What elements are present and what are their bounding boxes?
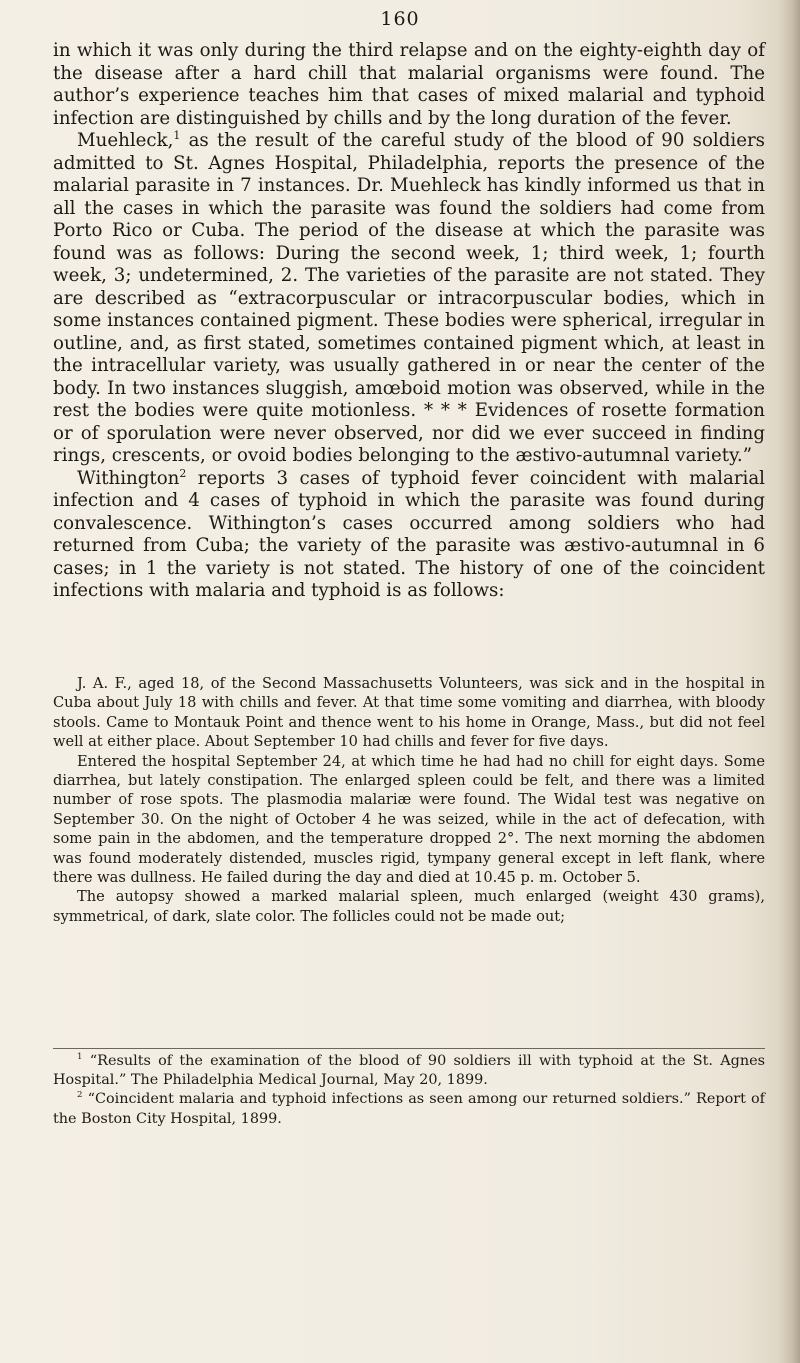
paragraph-body: reports 3 cases of typhoid fever coincident with malarial infection and 4 cases of typhoid in which the parasite was found during convalescence. Withington’s cases occurred among soldiers who had returned from Cuba; the variety of the parasite was æstivo-autumnal in 6 cases; in 1 the variety is not stated. The history of one of the coincident infections with malaria and typhoid is as follows: xyxy=(53,467,765,601)
page-edge-shadow xyxy=(778,0,800,1363)
footnote-ref[interactable]: 1 xyxy=(173,128,181,142)
paragraph-continuation: in which it was only during the third relapse and on the eighty-eighth day of the disease after a hard chill that malarial organisms were found. The author’s experience teaches him that cases of mixed malarial and typhoid infection are distinguished by chills and by the long duration of the fever. xyxy=(53,40,765,129)
footnote-ref[interactable]: 2 xyxy=(179,466,187,480)
footnote-mark: 1 xyxy=(77,1052,83,1063)
case-report xyxy=(53,674,765,926)
footnote-mark: 2 xyxy=(77,1090,83,1101)
paragraph-withington xyxy=(53,468,765,603)
author-name: Withington xyxy=(77,467,180,489)
paragraph-body: as the result of the careful study of the blood of 90 soldiers admitted to St. Agnes Hospital, Philadelphia, reports the presence of the malarial parasite in 7 instances. Dr. Muehleck has kindly informed us that in all the cases in which the parasite was found the soldiers had come from Porto Rico or Cuba. The period of the disease at which the parasite was found was as follows: During the second week, 1; third week, 1; fourth week, 3; undetermined, 2. The varieties of the parasite are not stated. They are described as “extracorpuscular or intracorpuscular bodies, which in some instances contained pigment. These bodies were spherical, irregular in outline, and, as first stated, sometimes contained pigment which, at least in the intracellular variety, was usually gathered in or near the center of the body. In two instances sluggish, amœboid motion was observed, while in the rest the bodies were quite motionless. * * * Evidences of rosette formation or of sporulation were never observed, nor did we ever succeed in finding rings, crescents, or ovoid bodies belonging to the æstivo-autumnal variety.” xyxy=(53,130,765,466)
main-text xyxy=(53,40,765,603)
footnote-text: “Coincident malaria and typhoid infections as seen among our returned soldiers.” Report of the Boston City Hospital, 1899. xyxy=(53,1091,766,1127)
case-report-paragraph: Entered the hospital September 24, at which time he had had no chill for eight days. Some diarrhea, but lately constipation. The enlarged spleen could be felt, and there was a limited number of rose spots. The plasmodia malariæ were found. The Widal test was negative on September 30. On the night of October 4 he was seized, while in the act of defecation, with some pain in the abdomen, and the temperature dropped 2°. The next morning the abdomen was found moderately distended, muscles rigid, tympany general except in left flank, where there was dullness. He failed during the day and died at 10.45 p. m. October 5. xyxy=(53,752,765,887)
footnote xyxy=(53,1090,765,1128)
footnote xyxy=(53,1052,765,1090)
footnote-text: “Results of the examination of the blood of 90 soldiers ill with typhoid at the St. Agnes Hospital.” The Philadelphia Medical Journal, May 20, 1899. xyxy=(53,1053,765,1089)
author-name: Muehleck, xyxy=(77,130,174,151)
footnote-divider xyxy=(53,1048,765,1049)
footnotes xyxy=(53,1052,765,1129)
page-number: 160 xyxy=(380,8,420,30)
case-report-paragraph: J. A. F., aged 18, of the Second Massachusetts Volunteers, was sick and in the hospital in Cuba about July 18 with chills and fever. At that time some vomiting and diarrhea, with bloody stools. Came to Montauk Point and thence went to his home in Orange, Mass., but did not feel well at either place. About September 10 had chills and fever for five days. xyxy=(53,675,765,751)
case-report-paragraph: The autopsy showed a marked malarial spleen, much enlarged (weight 430 grams), symmetrical, of dark, slate color. The follicles could not be made out; xyxy=(53,888,765,925)
paragraph-muehleck xyxy=(53,130,765,468)
